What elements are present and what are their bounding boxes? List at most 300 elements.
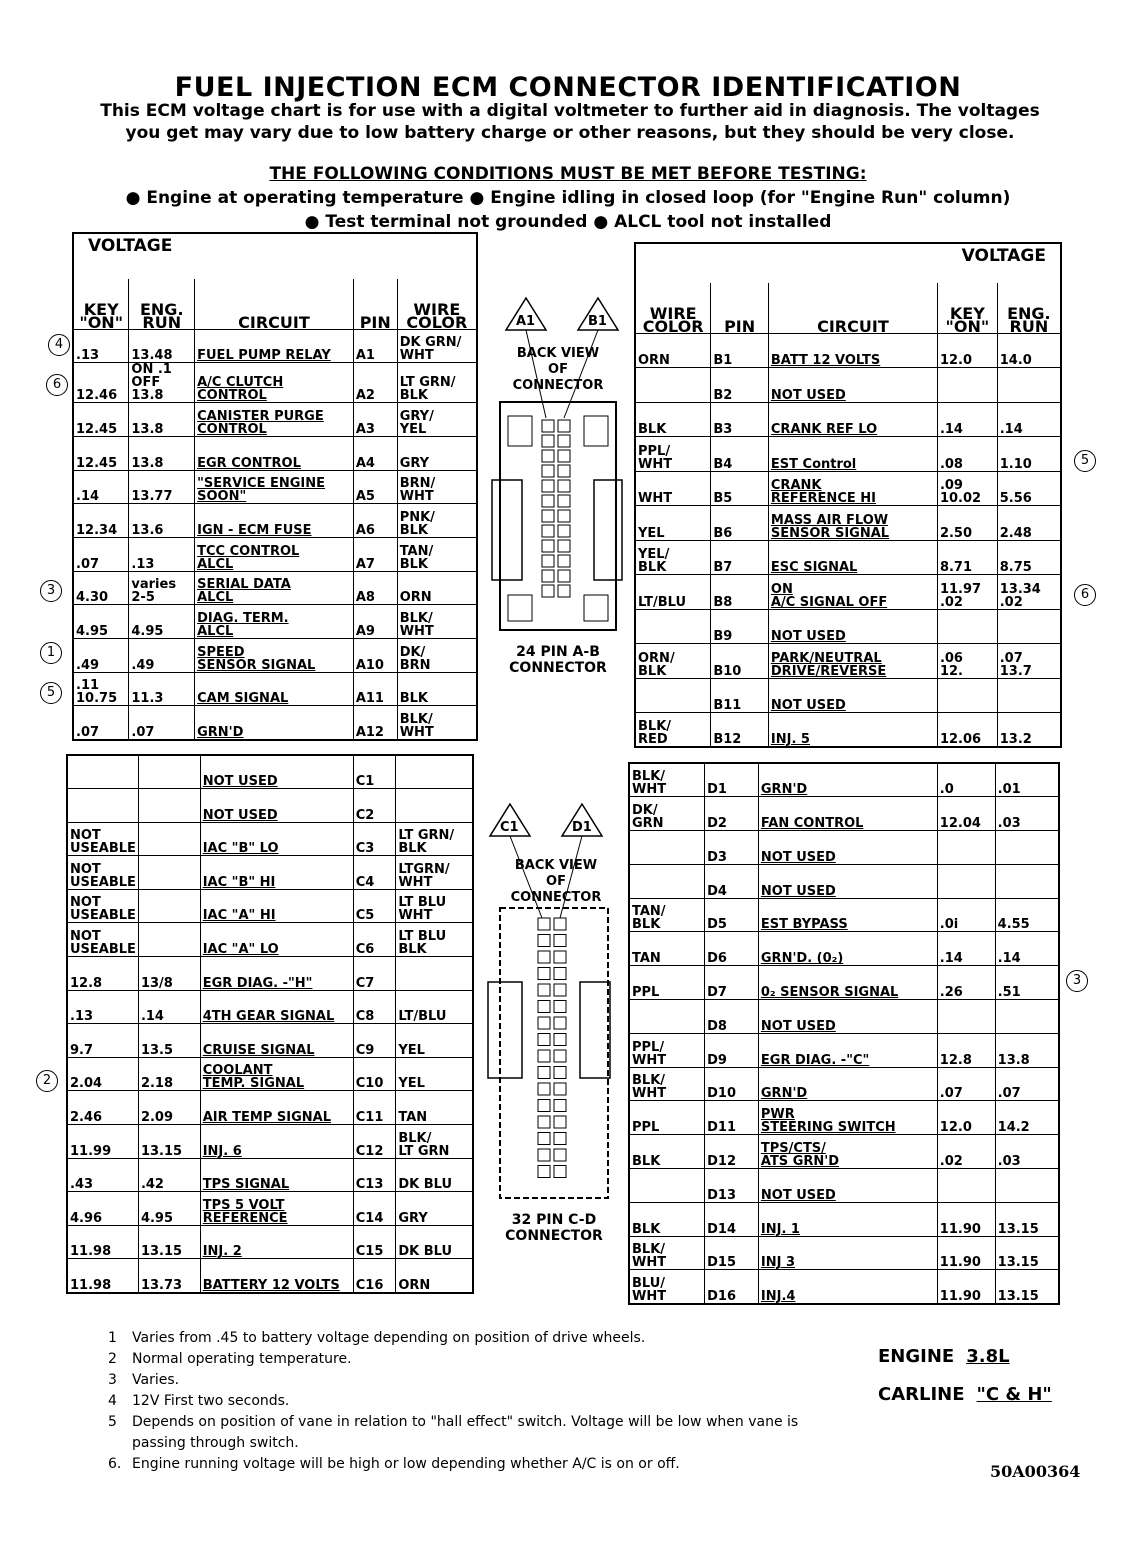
- key-on-header: KEY "ON": [73, 279, 129, 329]
- circuit-cell: COOLANT TEMP. SIGNAL: [200, 1057, 353, 1091]
- table-row: [629, 797, 1059, 831]
- pin-cell: D15: [705, 1236, 759, 1270]
- table-row: [635, 575, 1061, 610]
- circuit-cell: INJ. 1: [758, 1202, 937, 1236]
- key-cell: 2.46: [67, 1091, 138, 1125]
- voltage-header: VOLTAGE: [73, 233, 477, 279]
- pin-cell: A11: [353, 672, 397, 706]
- wire-cell: PPL/ WHT: [635, 437, 711, 472]
- pin-cell: D1: [705, 763, 759, 797]
- table-row: [629, 966, 1059, 1000]
- table-row: [635, 437, 1061, 472]
- circuit-cell: NOT USED: [758, 1000, 937, 1034]
- key-cell: [937, 609, 997, 644]
- pin-c1-label: C1: [500, 820, 519, 835]
- pin-cell: D4: [705, 864, 759, 898]
- connector-pin: [554, 1001, 566, 1013]
- table-row: [67, 1091, 473, 1125]
- key-cell: 12.34: [73, 504, 129, 538]
- key-cell: 12.06: [937, 713, 997, 748]
- note-marker: 5: [40, 682, 62, 704]
- run-cell: 14.2: [995, 1101, 1059, 1135]
- wire-cell: BLK: [635, 402, 711, 437]
- connector-pin: [558, 525, 570, 537]
- connector-pin: [558, 585, 570, 597]
- pin-cell: B9: [711, 609, 769, 644]
- table-row: [629, 932, 1059, 966]
- circuit-cell: CRANK REF LO: [768, 402, 937, 437]
- pin-cell: A1: [353, 329, 397, 363]
- pin-cell: D3: [705, 831, 759, 865]
- circuit-cell: CRANK REFERENCE HI: [768, 471, 937, 506]
- circuit-cell: FAN CONTROL: [758, 797, 937, 831]
- connector-pin: [558, 450, 570, 462]
- run-cell: .42: [138, 1158, 200, 1192]
- pin-cell: C13: [353, 1158, 396, 1192]
- key-cell: .02: [937, 1135, 995, 1169]
- wire-cell: [396, 789, 473, 823]
- wire-cell: BLK/ WHT: [397, 706, 477, 740]
- wire-cell: LT GRN/ BLK: [397, 363, 477, 403]
- wire-cell: PPL/ WHT: [629, 1033, 705, 1067]
- run-cell: 13.8: [129, 436, 195, 470]
- circuit-cell: BATTERY 12 VOLTS: [200, 1259, 353, 1293]
- run-cell: 13.15: [138, 1225, 200, 1259]
- key-cell: 11.98: [67, 1225, 138, 1259]
- circuit-cell: IAC "B" HI: [200, 856, 353, 890]
- pin-cell: B1: [711, 333, 769, 368]
- voltage-header: VOLTAGE: [635, 243, 1061, 283]
- key-cell: .0: [937, 763, 995, 797]
- circuit-cell: ON A/C SIGNAL OFF: [768, 575, 937, 610]
- table-row: [629, 1202, 1059, 1236]
- run-cell: 8.75: [997, 540, 1061, 575]
- key-cell: [937, 1169, 995, 1203]
- engine-label: [878, 1346, 1010, 1367]
- pin-d1-label: D1: [572, 820, 592, 835]
- wire-cell: DK/ GRN: [629, 797, 705, 831]
- pin-cell: D7: [705, 966, 759, 1000]
- circuit-cell: GRN'D: [195, 706, 354, 740]
- key-cell: .14: [937, 932, 995, 966]
- connector-pin: [538, 1034, 550, 1046]
- circuit-cell: EGR DIAG. -"H": [200, 957, 353, 991]
- connector-pin: [538, 968, 550, 980]
- run-cell: 2.09: [138, 1091, 200, 1125]
- eng-run-header: ENG. RUN: [997, 283, 1061, 333]
- key-cell: .13: [73, 329, 129, 363]
- run-cell: .14: [997, 402, 1061, 437]
- pin-cell: C14: [353, 1192, 396, 1226]
- key-cell: .07: [73, 537, 129, 571]
- pin-cell: B5: [711, 471, 769, 506]
- connector-pin: [554, 1133, 566, 1145]
- table-row: [635, 678, 1061, 713]
- footnote-number: 6.: [108, 1456, 122, 1472]
- wire-color-header: WIRE COLOR: [397, 279, 477, 329]
- pin-cell: D13: [705, 1169, 759, 1203]
- pin-cell: B3: [711, 402, 769, 437]
- circuit-cell: "SERVICE ENGINE SOON": [195, 470, 354, 504]
- key-cell: .13: [67, 990, 138, 1024]
- latch-right-bottom: [584, 595, 608, 621]
- run-cell: [138, 856, 200, 890]
- key-cell: .14: [937, 402, 997, 437]
- pin-header: PIN: [353, 279, 397, 329]
- wire-cell: DK BLU: [396, 1158, 473, 1192]
- wire-cell: BLK/ WHT: [629, 1067, 705, 1101]
- connector-pin: [554, 951, 566, 963]
- connector-cd-view-label: BACK VIEW OF CONNECTOR: [510, 858, 602, 905]
- key-cell: NOT USEABLE: [67, 822, 138, 856]
- circuit-cell: EST BYPASS: [758, 898, 937, 932]
- wire-cell: ORN/ BLK: [635, 644, 711, 679]
- wire-cell: [629, 864, 705, 898]
- run-cell: .14: [138, 990, 200, 1024]
- footnote-number: 4: [108, 1393, 117, 1409]
- wire-cell: ORN: [396, 1259, 473, 1293]
- wire-cell: LT BLU WHT: [396, 889, 473, 923]
- key-cell: .43: [67, 1158, 138, 1192]
- connector-pin: [542, 570, 554, 582]
- key-cell: 12.0: [937, 333, 997, 368]
- run-cell: [997, 368, 1061, 403]
- table-row: [635, 402, 1061, 437]
- connector-pin: [554, 1083, 566, 1095]
- circuit-cell: IAC "A" HI: [200, 889, 353, 923]
- wire-cell: LT GRN/ BLK: [396, 822, 473, 856]
- connector-pin: [558, 420, 570, 432]
- footnote: [108, 1454, 798, 1475]
- circuit-cell: BATT 12 VOLTS: [768, 333, 937, 368]
- page-title: FUEL INJECTION ECM CONNECTOR IDENTIFICATION: [174, 72, 962, 103]
- pin-cell: A10: [353, 639, 397, 673]
- note-marker: 6: [1074, 584, 1096, 606]
- circuit-cell: CAM SIGNAL: [195, 672, 354, 706]
- key-cell: .49: [73, 639, 129, 673]
- key-cell: [67, 755, 138, 789]
- circuit-cell: EGR CONTROL: [195, 436, 354, 470]
- connector-pin: [542, 435, 554, 447]
- table-row: [67, 957, 473, 991]
- wire-cell: DK BLU: [396, 1225, 473, 1259]
- table-row: [73, 571, 477, 605]
- key-cell: [937, 831, 995, 865]
- pin-cell: C7: [353, 957, 396, 991]
- key-cell: .06 12.: [937, 644, 997, 679]
- wire-cell: GRY: [396, 1192, 473, 1226]
- run-cell: .03: [995, 1135, 1059, 1169]
- engine-label-text: ENGINE: [878, 1346, 955, 1367]
- run-cell: 13/8: [138, 957, 200, 991]
- table-row: [67, 856, 473, 890]
- key-cell: 2.50: [937, 506, 997, 541]
- run-cell: .07 13.7: [997, 644, 1061, 679]
- pin-cell: D14: [705, 1202, 759, 1236]
- connector-cd-diagram: [486, 800, 626, 1210]
- connector-pin: [558, 465, 570, 477]
- connector-pin: [554, 1100, 566, 1112]
- connector-pin: [554, 1166, 566, 1178]
- run-cell: .03: [995, 797, 1059, 831]
- run-cell: 13.48: [129, 329, 195, 363]
- table-row: [635, 368, 1061, 403]
- carline-label-text: CARLINE: [878, 1384, 965, 1405]
- table-row: [67, 789, 473, 823]
- connector-pin: [558, 510, 570, 522]
- connector-pin: [542, 585, 554, 597]
- pin-cell: A5: [353, 470, 397, 504]
- table-row: [629, 1270, 1059, 1304]
- key-cell: .09 10.02: [937, 471, 997, 506]
- table-row: [73, 639, 477, 673]
- connector-pin: [542, 555, 554, 567]
- note-marker: 1: [40, 642, 62, 664]
- pin-cell: B7: [711, 540, 769, 575]
- circuit-cell: INJ. 5: [768, 713, 937, 748]
- connector-pin: [558, 540, 570, 552]
- pin-cell: B11: [711, 678, 769, 713]
- key-cell: 4.96: [67, 1192, 138, 1226]
- circuit-cell: TPS/CTS/ ATS GRN'D: [758, 1135, 937, 1169]
- connector-pin: [538, 935, 550, 947]
- conditions-heading: THE FOLLOWING CONDITIONS MUST BE MET BEFORE TESTING:: [269, 164, 867, 184]
- run-cell: varies 2-5: [129, 571, 195, 605]
- pin-cell: C15: [353, 1225, 396, 1259]
- table-row: [73, 504, 477, 538]
- table-row: [67, 889, 473, 923]
- connector-pin: [538, 1149, 550, 1161]
- connector-pin: [558, 480, 570, 492]
- run-cell: 4.55: [995, 898, 1059, 932]
- table-row: [67, 923, 473, 957]
- key-cell: NOT USEABLE: [67, 856, 138, 890]
- circuit-cell: DIAG. TERM. ALCL: [195, 605, 354, 639]
- connector-pin: [538, 951, 550, 963]
- connector-pin: [554, 1017, 566, 1029]
- pin-cell: D11: [705, 1101, 759, 1135]
- circuit-cell: CANISTER PURGE CONTROL: [195, 403, 354, 437]
- pin-cell: C6: [353, 923, 396, 957]
- circuit-cell: TPS 5 VOLT REFERENCE: [200, 1192, 353, 1226]
- run-cell: [138, 889, 200, 923]
- footnote: [108, 1328, 798, 1349]
- circuit-cell: NOT USED: [758, 864, 937, 898]
- footnote: [108, 1349, 798, 1370]
- key-on-header: KEY "ON": [937, 283, 997, 333]
- circuit-cell: INJ 3: [758, 1236, 937, 1270]
- footnote-text: Engine running voltage will be high or low depending whether A/C is on or off.: [132, 1456, 680, 1472]
- wire-cell: ORN: [397, 571, 477, 605]
- table-row: [629, 1033, 1059, 1067]
- connector-pin: [558, 555, 570, 567]
- run-cell: 4.95: [138, 1192, 200, 1226]
- wire-cell: DK GRN/ WHT: [397, 329, 477, 363]
- run-cell: 13.15: [995, 1202, 1059, 1236]
- run-cell: [995, 831, 1059, 865]
- connector-pin: [558, 570, 570, 582]
- pin-cell: C3: [353, 822, 396, 856]
- side-lock-right: [580, 982, 610, 1078]
- footnote-number: 1: [108, 1330, 117, 1346]
- connector-ab-diagram: [488, 290, 628, 650]
- connector-pin: [538, 1017, 550, 1029]
- connector-pin: [538, 918, 550, 930]
- pin-cell: C16: [353, 1259, 396, 1293]
- circuit-cell: NOT USED: [200, 789, 353, 823]
- run-cell: [995, 1169, 1059, 1203]
- run-cell: 13.15: [995, 1270, 1059, 1304]
- circuit-cell: NOT USED: [768, 368, 937, 403]
- pin-cell: A9: [353, 605, 397, 639]
- connector-pin: [542, 495, 554, 507]
- connector-pin: [542, 465, 554, 477]
- connector-pin: [554, 1067, 566, 1079]
- run-cell: [995, 1000, 1059, 1034]
- wire-cell: YEL: [635, 506, 711, 541]
- key-cell: .26: [937, 966, 995, 1000]
- circuit-cell: 4TH GEAR SIGNAL: [200, 990, 353, 1024]
- wire-cell: [635, 368, 711, 403]
- latch-left-bottom: [508, 595, 532, 621]
- key-cell: NOT USEABLE: [67, 923, 138, 957]
- wire-cell: WHT: [635, 471, 711, 506]
- conditions-line-1: ● Engine at operating temperature ● Engine idling in closed loop (for "Engine Run" column): [125, 188, 1011, 208]
- footnote-text: Normal operating temperature.: [132, 1351, 352, 1367]
- table-row: [635, 644, 1061, 679]
- wire-cell: TAN: [396, 1091, 473, 1125]
- eng-run-header: ENG. RUN: [129, 279, 195, 329]
- pin-cell: C1: [353, 755, 396, 789]
- wire-cell: YEL/ BLK: [635, 540, 711, 575]
- pin-cell: B6: [711, 506, 769, 541]
- wire-cell: GRY/ YEL: [397, 403, 477, 437]
- wire-cell: BLK: [629, 1135, 705, 1169]
- table-row: [635, 713, 1061, 748]
- circuit-cell: NOT USED: [758, 831, 937, 865]
- run-cell: .07: [129, 706, 195, 740]
- key-cell: 12.45: [73, 436, 129, 470]
- run-cell: .14: [995, 932, 1059, 966]
- pin-cell: A2: [353, 363, 397, 403]
- footnote-number: 2: [108, 1351, 117, 1367]
- circuit-cell: FUEL PUMP RELAY: [195, 329, 354, 363]
- circuit-cell: IAC "A" LO: [200, 923, 353, 957]
- wire-cell: [629, 1000, 705, 1034]
- pin-cell: A3: [353, 403, 397, 437]
- circuit-cell: INJ. 2: [200, 1225, 353, 1259]
- key-cell: 9.7: [67, 1024, 138, 1058]
- pin-cell: B12: [711, 713, 769, 748]
- table-row: [73, 706, 477, 740]
- circuit-cell: NOT USED: [768, 678, 937, 713]
- wire-cell: [635, 609, 711, 644]
- key-cell: 2.04: [67, 1057, 138, 1091]
- table-row: [629, 1101, 1059, 1135]
- wire-cell: TAN: [629, 932, 705, 966]
- key-cell: 11.90: [937, 1202, 995, 1236]
- table-a-pins: [72, 232, 478, 741]
- key-cell: 12.8: [937, 1033, 995, 1067]
- pin-cell: D8: [705, 1000, 759, 1034]
- table-row: [67, 990, 473, 1024]
- latch-left-top: [508, 416, 532, 446]
- pin-cell: A6: [353, 504, 397, 538]
- connector-pin: [554, 918, 566, 930]
- run-cell: .49: [129, 639, 195, 673]
- wire-cell: BLK/ WHT: [629, 1236, 705, 1270]
- key-cell: .14: [73, 470, 129, 504]
- connector-ab-caption: 24 PIN A-B CONNECTOR: [509, 644, 607, 676]
- key-cell: [937, 864, 995, 898]
- circuit-cell: TCC CONTROL ALCL: [195, 537, 354, 571]
- table-row: [67, 1024, 473, 1058]
- table-row: [629, 1169, 1059, 1203]
- wire-cell: BLK: [397, 672, 477, 706]
- circuit-cell: INJ.4: [758, 1270, 937, 1304]
- key-cell: .07: [73, 706, 129, 740]
- connector-pin: [554, 1149, 566, 1161]
- key-cell: .0i: [937, 898, 995, 932]
- pin-cell: C11: [353, 1091, 396, 1125]
- wire-cell: LT/BLU: [635, 575, 711, 610]
- run-cell: [138, 755, 200, 789]
- circuit-header: CIRCUIT: [195, 279, 354, 329]
- key-cell: .08: [937, 437, 997, 472]
- connector-pin: [538, 1100, 550, 1112]
- run-cell: [997, 609, 1061, 644]
- table-c-pins: [66, 754, 474, 1294]
- run-cell: 2.48: [997, 506, 1061, 541]
- connector-pin: [538, 1001, 550, 1013]
- circuit-cell: IGN - ECM FUSE: [195, 504, 354, 538]
- connector-pin: [542, 480, 554, 492]
- table-row: [629, 1236, 1059, 1270]
- wire-cell: PNK/ BLK: [397, 504, 477, 538]
- pin-header: PIN: [711, 283, 769, 333]
- connector-pin: [558, 435, 570, 447]
- key-cell: 12.04: [937, 797, 995, 831]
- footnote-number: 5: [108, 1414, 117, 1430]
- pin-cell: C10: [353, 1057, 396, 1091]
- circuit-cell: EGR DIAG. -"C": [758, 1033, 937, 1067]
- wire-cell: BRN/ WHT: [397, 470, 477, 504]
- pin-cell: D2: [705, 797, 759, 831]
- run-cell: 13.8: [129, 403, 195, 437]
- table-row: [635, 333, 1061, 368]
- table-row: [629, 864, 1059, 898]
- wire-cell: [629, 1169, 705, 1203]
- circuit-cell: NOT USED: [200, 755, 353, 789]
- wire-cell: BLK: [629, 1202, 705, 1236]
- key-cell: 12.0: [937, 1101, 995, 1135]
- key-cell: 12.45: [73, 403, 129, 437]
- wire-cell: [635, 678, 711, 713]
- note-marker: 5: [1074, 450, 1096, 472]
- connector-pin: [538, 1116, 550, 1128]
- wire-cell: LT BLU BLK: [396, 923, 473, 957]
- wire-cell: PPL: [629, 966, 705, 1000]
- wire-cell: BLK/ RED: [635, 713, 711, 748]
- key-cell: [67, 789, 138, 823]
- footnote: [108, 1412, 798, 1454]
- run-cell: ON .1 OFF 13.8: [129, 363, 195, 403]
- pin-cell: A12: [353, 706, 397, 740]
- connector-pin: [542, 510, 554, 522]
- table-row: [73, 672, 477, 706]
- run-cell: 1.10: [997, 437, 1061, 472]
- connector-pin: [558, 495, 570, 507]
